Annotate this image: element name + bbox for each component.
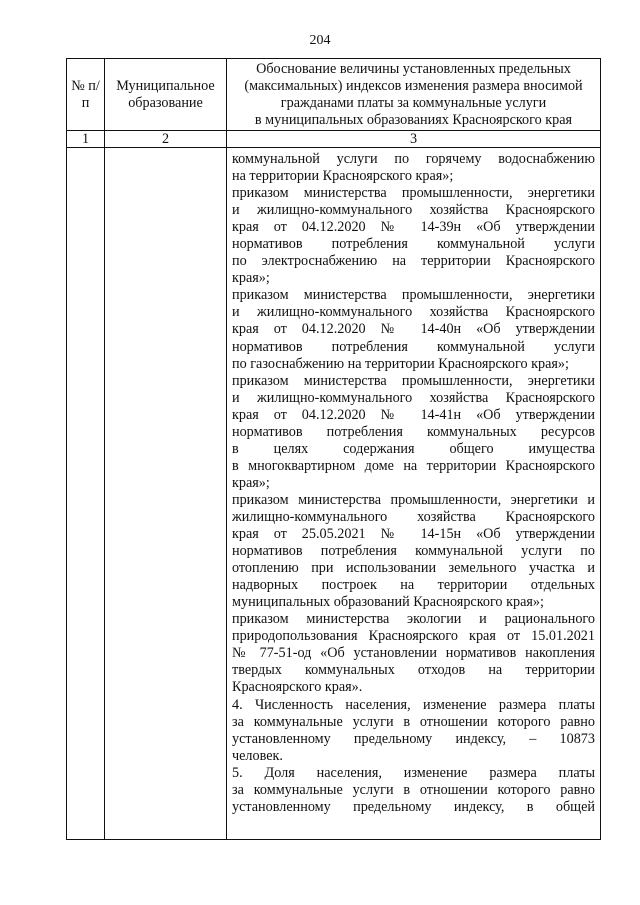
- text-line: и жилищно-коммунального хозяйства Красноярского: [232, 202, 595, 219]
- text-line: надворных построек на территории отдельных: [232, 577, 595, 594]
- header-municipality: Муниципальное образование: [105, 59, 227, 131]
- text-line: установленному предельному индексу, – 10873: [232, 730, 595, 747]
- text-line: установленному предельному индексу, в общей: [232, 798, 595, 815]
- municipality-cell: [105, 148, 227, 840]
- column-number: 2: [105, 131, 227, 148]
- text-line: в целях содержания общего имущества: [232, 440, 595, 457]
- column-number: 3: [227, 131, 601, 148]
- text-line: Красноярского края».: [232, 679, 363, 696]
- text-line: 4. Численность населения, изменение размера платы: [232, 696, 595, 713]
- header-justification: [227, 59, 601, 131]
- text-line: за коммунальные услуги в отношении которого равно: [232, 781, 595, 798]
- row-number-cell: [67, 148, 105, 840]
- header-justification-line: в муниципальных образованиях Красноярского края: [254, 112, 573, 128]
- text-line: 5. Доля населения, изменение размера платы: [232, 764, 595, 781]
- text-line: края»;: [232, 270, 270, 287]
- text-line: природопользования Красноярского края от 15.01.2021: [232, 628, 595, 645]
- text-line: края от 04.12.2020 № 14-40н «Об утверждении: [232, 321, 595, 338]
- page-number: 204: [309, 33, 331, 48]
- text-line: на территории Красноярского края»;: [232, 168, 454, 185]
- text-line: приказом министерства промышленности, энергетики: [232, 287, 595, 304]
- justification-text: [227, 148, 600, 839]
- text-line: приказом министерства экологии и рационального: [232, 611, 595, 628]
- text-line: приказом министерства промышленности, энергетики: [232, 372, 595, 389]
- column-number: 1: [67, 131, 105, 148]
- justification-cell: [227, 148, 601, 840]
- text-line: края от 04.12.2020 № 14-39н «Об утверждении: [232, 219, 595, 236]
- text-line: приказом министерства промышленности, энергетики: [232, 185, 595, 202]
- text-line: нормативов потребления коммунальных ресурсов: [232, 423, 595, 440]
- text-line: отоплению при использовании земельного участка и: [232, 560, 595, 577]
- table-body-row: [67, 148, 601, 840]
- text-line: и жилищно-коммунального хозяйства Красноярского: [232, 389, 595, 406]
- column-number-row: [67, 131, 601, 148]
- text-line: человек.: [232, 747, 283, 764]
- table-header-row: [67, 59, 601, 131]
- text-line: края от 25.05.2021 № 14-15н «Об утверждении: [232, 526, 595, 543]
- header-justification-line: (максимальных) индексов изменения размера вносимой: [244, 78, 583, 94]
- text-line: нормативов потребления коммунальной услуги по: [232, 543, 595, 560]
- text-line: по электроснабжению на территории Красноярского: [232, 253, 595, 270]
- text-line: и жилищно-коммунального хозяйства Красноярского: [232, 304, 595, 321]
- text-line: за коммунальные услуги в отношении которого равно: [232, 713, 595, 730]
- text-line: муниципальных образований Красноярского края»;: [232, 594, 544, 611]
- header-justification-line: Обоснование величины установленных предельных: [256, 61, 571, 77]
- text-line: приказом министерства промышленности, энергетики и: [232, 491, 595, 508]
- text-line: в многоквартирном доме на территории Красноярского: [232, 457, 595, 474]
- text-line: по газоснабжению на территории Красноярского края»;: [232, 355, 569, 372]
- text-line: жилищно-коммунального хозяйства Красноярского: [232, 508, 595, 525]
- text-line: края от 04.12.2020 № 14-41н «Об утверждении: [232, 406, 595, 423]
- text-line: № 77-51-од «Об установлении нормативов накопления: [232, 645, 595, 662]
- text-line: края»;: [232, 474, 270, 491]
- text-line: нормативов потребления коммунальной услуги: [232, 338, 595, 355]
- header-justification-line: гражданами платы за коммунальные услуги: [280, 95, 547, 111]
- text-line: твердых коммунальных отходов на территории: [232, 662, 595, 679]
- text-line: нормативов потребления коммунальной услуги: [232, 236, 595, 253]
- header-row-number: № п/п: [67, 59, 105, 131]
- text-line: коммунальной услуги по горячему водоснабжению: [232, 151, 595, 167]
- tariff-justification-table: [66, 58, 601, 840]
